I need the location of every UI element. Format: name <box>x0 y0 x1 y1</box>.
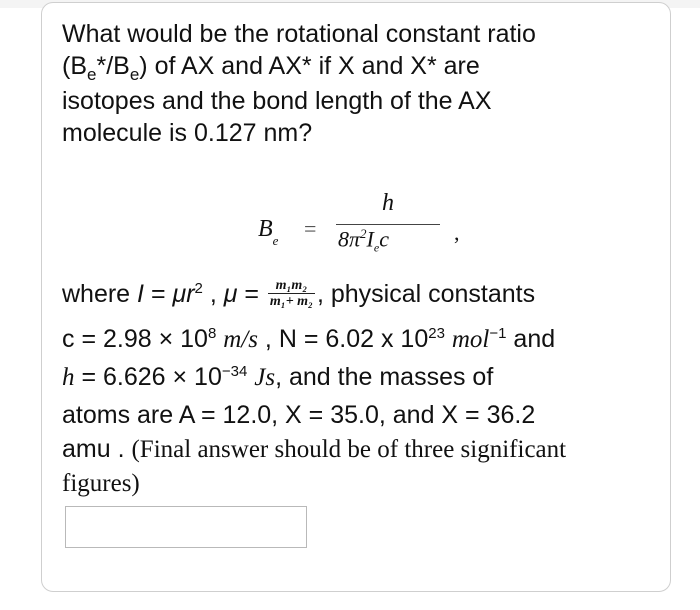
formula-denominator <box>338 226 389 256</box>
planck-line <box>62 363 493 392</box>
c-value: c = 2.98 × 10 <box>62 325 208 353</box>
h-exp: −34 <box>221 363 248 380</box>
figures-line: figures) <box>62 470 140 497</box>
masses-line: atoms are A = 12.0, X = 35.0, and X = 36.2 <box>62 401 536 429</box>
h-value: = 6.626 × 10 <box>74 363 222 391</box>
fraction-numerator: m₁m₂ <box>268 278 315 294</box>
question-text <box>62 18 662 149</box>
reduced-mass-fraction <box>268 278 315 309</box>
answer-input[interactable] <box>65 506 307 548</box>
symbol-I: I <box>137 280 144 309</box>
where-line <box>62 280 535 311</box>
constants-tail: and <box>506 325 556 353</box>
den-c: c <box>379 226 389 252</box>
symbol-h: h <box>62 364 75 391</box>
ratio-rest: ) of AX and AX* if X and X* are <box>139 52 480 80</box>
formula-B-sub: e <box>272 233 279 248</box>
den-I: I <box>366 226 374 252</box>
n-unit-exp: −1 <box>489 325 507 342</box>
amu-line <box>62 435 566 464</box>
constants-line <box>62 325 555 354</box>
h-tail: , and the masses of <box>275 363 494 391</box>
c-unit: m/s <box>223 326 258 353</box>
fraction-denominator: m₁+ m₂ <box>269 294 313 309</box>
den-sup: 2 <box>360 226 367 241</box>
symbol-mu: μ <box>223 280 238 309</box>
n-value: , N = 6.02 x 10 <box>257 325 429 353</box>
subscript-e: e <box>87 65 97 84</box>
subscript-e: e <box>129 65 140 84</box>
fraction-bar <box>336 224 440 225</box>
sep: , <box>202 280 224 309</box>
question-line-4: molecule is 0.127 nm? <box>62 119 313 147</box>
final-answer-note: (Final answer should be of three significant <box>131 436 567 463</box>
where-suffix: , physical constants <box>316 280 536 309</box>
ratio-mid: */B <box>96 52 130 80</box>
where-prefix: where <box>62 280 138 309</box>
den-8pi: 8π <box>338 226 361 252</box>
formula-lhs <box>258 216 279 248</box>
rotational-constant-formula <box>258 192 478 262</box>
den-sub: e <box>373 240 380 255</box>
symbol-mu-r: μr <box>172 280 195 309</box>
amu-text: amu . <box>62 435 132 463</box>
h-unit: Js <box>254 364 276 391</box>
question-line-2 <box>62 50 662 85</box>
square-exp: 2 <box>194 280 203 298</box>
formula-B: B <box>258 216 273 242</box>
formula-numerator: h <box>382 190 394 216</box>
question-line-3: isotopes and the bond length of the AX <box>62 87 492 115</box>
formula-equals: = <box>304 216 317 241</box>
n-unit: mol <box>451 326 490 353</box>
c-exp: 8 <box>207 325 217 342</box>
eq-1: = <box>144 280 173 309</box>
n-exp: 23 <box>428 325 445 342</box>
ratio-open: (B <box>62 52 87 80</box>
eq-2: = <box>237 280 266 309</box>
question-line-1: What would be the rotational constant ratio <box>62 20 536 48</box>
formula-comma: , <box>454 220 460 245</box>
